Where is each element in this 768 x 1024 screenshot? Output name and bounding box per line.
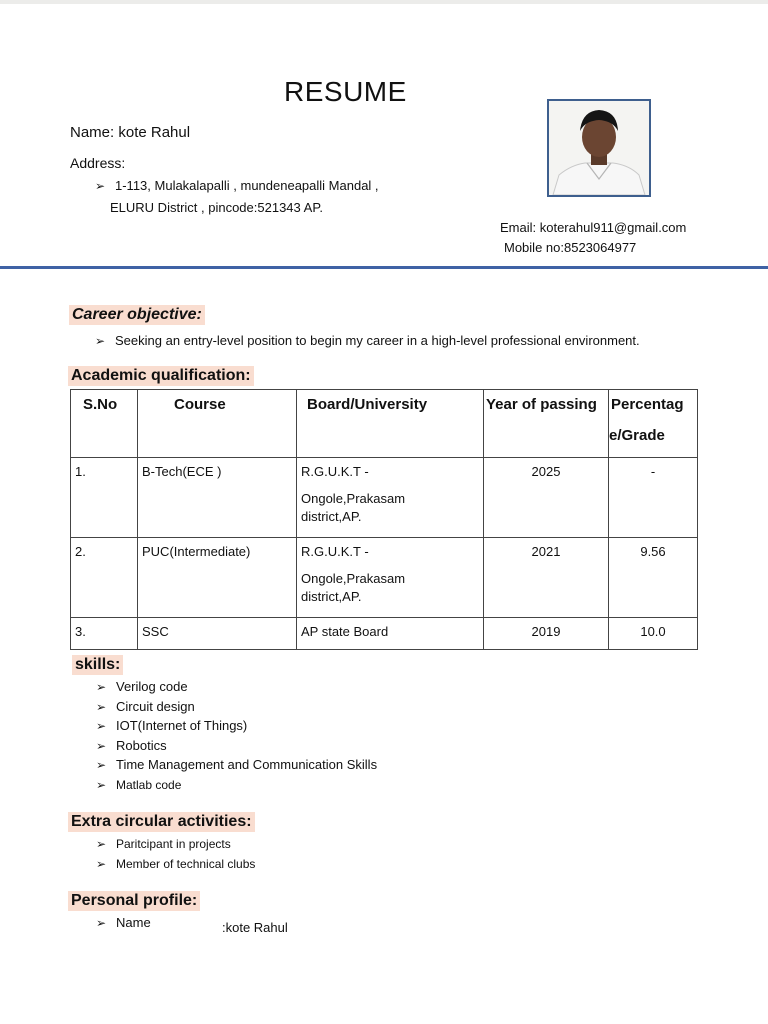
col-header-grade bbox=[609, 390, 698, 458]
arrowhead-bullet-icon: ➢ bbox=[96, 777, 107, 792]
career-objective-text bbox=[95, 333, 640, 348]
academic-heading: Academic qualification: bbox=[68, 366, 254, 386]
personal-profile-heading: Personal profile: bbox=[68, 891, 200, 911]
career-objective-body: Seeking an entry-level position to begin my career in a high-level professional environment. bbox=[115, 333, 640, 348]
cell-sno: 3. bbox=[71, 618, 138, 650]
col-header-sno: S.No bbox=[71, 390, 138, 458]
table-row bbox=[71, 538, 698, 618]
name-line: Name: kote Rahul bbox=[70, 124, 191, 141]
cell-sno: 2. bbox=[71, 538, 138, 618]
profile-photo bbox=[547, 99, 651, 197]
cell-grade: 9.56 bbox=[609, 538, 698, 618]
career-objective-heading: Career objective: bbox=[69, 305, 205, 325]
list-item: ➢ Verilog code bbox=[96, 677, 377, 697]
cell-year: 2025 bbox=[484, 458, 609, 538]
header-divider bbox=[0, 266, 768, 269]
grade-header-line-1: Percentag bbox=[611, 396, 684, 413]
table-header-row bbox=[71, 390, 698, 458]
arrowhead-bullet-icon: ➢ bbox=[96, 719, 107, 733]
arrowhead-bullet-icon: ➢ bbox=[96, 680, 107, 694]
list-item: ➢ Robotics bbox=[96, 736, 377, 756]
col-header-board: Board/University bbox=[297, 390, 484, 458]
skills-list bbox=[96, 677, 377, 794]
personal-name-value: :kote Rahul bbox=[222, 920, 288, 935]
table-row bbox=[71, 618, 698, 650]
table-row bbox=[71, 458, 698, 538]
arrowhead-bullet-icon: ➢ bbox=[96, 916, 107, 930]
address-line-2: ELURU District , pincode:521343 AP. bbox=[110, 200, 323, 215]
board-line-3: district,AP. bbox=[301, 589, 362, 604]
skills-heading: skills: bbox=[72, 655, 123, 675]
cell-year: 2019 bbox=[484, 618, 609, 650]
academic-table bbox=[70, 389, 698, 650]
cell-course: B-Tech(ECE ) bbox=[138, 458, 297, 538]
cell-board bbox=[297, 538, 484, 618]
address-line-1-text: 1-113, Mulakalapalli , mundeneapalli Mandal , bbox=[115, 178, 379, 193]
cell-year: 2021 bbox=[484, 538, 609, 618]
arrowhead-bullet-icon: ➢ bbox=[96, 856, 107, 871]
cell-sno: 1. bbox=[71, 458, 138, 538]
arrowhead-bullet-icon: ➢ bbox=[96, 699, 107, 714]
list-item: ➢ Time Management and Communication Skills bbox=[96, 755, 377, 775]
arrowhead-bullet-icon: ➢ bbox=[96, 738, 107, 753]
grade-header-line-2: e/Grade bbox=[609, 427, 665, 444]
page-title: RESUME bbox=[284, 76, 407, 107]
extra-activities-heading: Extra circular activities: bbox=[68, 812, 255, 832]
col-header-course: Course bbox=[138, 390, 297, 458]
person-portrait-icon bbox=[549, 101, 649, 195]
list-item: ➢ Matlab code bbox=[96, 775, 377, 795]
mobile-number: Mobile no:8523064977 bbox=[504, 240, 637, 255]
email-address: Email: koterahul911@gmail.com bbox=[500, 220, 687, 235]
board-line-2: Ongole,Prakasam bbox=[301, 571, 406, 586]
board-line-2: Ongole,Prakasam bbox=[301, 491, 406, 506]
list-item: ➢ Circuit design bbox=[96, 697, 377, 717]
arrowhead-bullet-icon: ➢ bbox=[96, 758, 107, 772]
address-label: Address: bbox=[70, 155, 126, 171]
cell-course: SSC bbox=[138, 618, 297, 650]
cell-grade: 10.0 bbox=[609, 618, 698, 650]
board-line-3: district,AP. bbox=[301, 509, 362, 524]
extra-activities-list bbox=[96, 835, 255, 874]
arrowhead-bullet-icon: ➢ bbox=[95, 334, 106, 348]
address-line-1 bbox=[95, 178, 379, 193]
list-item: ➢ Paritcipant in projects bbox=[96, 835, 255, 855]
list-item: ➢ Member of technical clubs bbox=[96, 855, 255, 875]
cell-grade: - bbox=[609, 458, 698, 538]
top-band bbox=[0, 0, 768, 4]
cell-board: AP state Board bbox=[297, 618, 484, 650]
arrowhead-bullet-icon: ➢ bbox=[96, 837, 107, 851]
board-line-1: R.G.U.K.T - bbox=[301, 544, 369, 559]
arrowhead-bullet-icon: ➢ bbox=[95, 179, 106, 193]
list-item: ➢ IOT(Internet of Things) bbox=[96, 716, 377, 736]
personal-name-label: ➢ Name bbox=[96, 915, 151, 930]
col-header-year: Year of passing bbox=[484, 390, 609, 458]
cell-board bbox=[297, 458, 484, 538]
board-line-1: R.G.U.K.T - bbox=[301, 464, 369, 479]
cell-course: PUC(Intermediate) bbox=[138, 538, 297, 618]
